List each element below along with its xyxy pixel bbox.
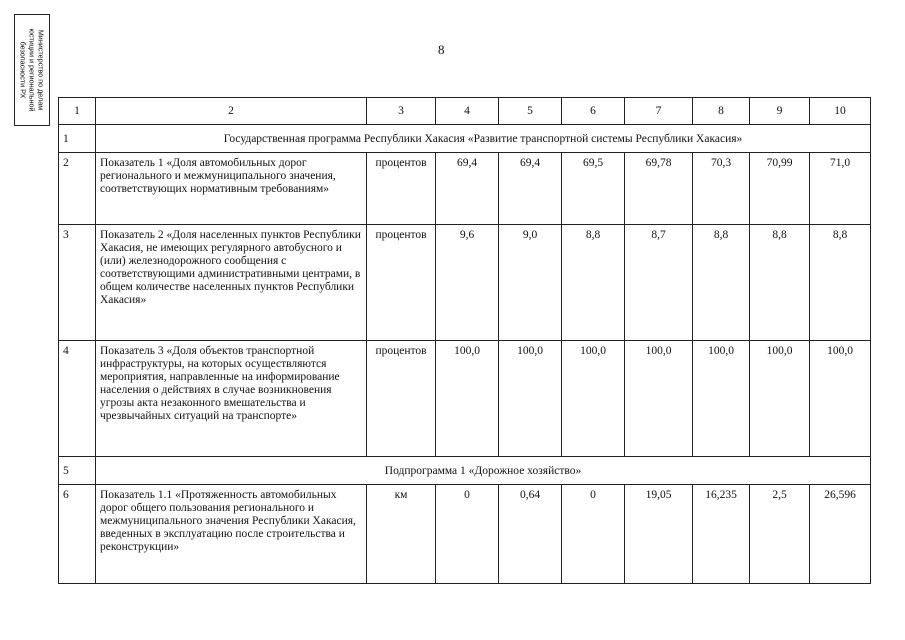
value-cell: 69,78: [625, 153, 693, 225]
table-row: [59, 225, 871, 341]
stamp-text: Министерство по делам юстиции и региональной безопасности РХ: [18, 28, 46, 112]
value-cell: 69,4: [499, 153, 562, 225]
value-cell: 100,0: [562, 341, 625, 457]
value-cell: 100,0: [810, 341, 871, 457]
row-number: 4: [59, 341, 96, 457]
subprogram-title: Подпрограмма 1 «Дорожное хозяйство»: [96, 457, 871, 485]
program-title: Государственная программа Республики Хакасия «Развитие транспортной системы Республики Хакасия»: [96, 125, 871, 153]
unit-cell: процентов: [367, 341, 436, 457]
header-cell: 6: [562, 98, 625, 125]
value-cell: 69,4: [436, 153, 499, 225]
value-cell: 8,8: [562, 225, 625, 341]
value-cell: 16,235: [693, 485, 750, 584]
value-cell: 8,7: [625, 225, 693, 341]
value-cell: 100,0: [436, 341, 499, 457]
table-row: [59, 153, 871, 225]
header-cell: 1: [59, 98, 96, 125]
value-cell: 71,0: [810, 153, 871, 225]
value-cell: 8,8: [750, 225, 810, 341]
row-number: 2: [59, 153, 96, 225]
table-row-section: [59, 125, 871, 153]
value-cell: 100,0: [625, 341, 693, 457]
header-cell: 8: [693, 98, 750, 125]
unit-cell: процентов: [367, 225, 436, 341]
value-cell: 8,8: [810, 225, 871, 341]
registration-stamp: [14, 14, 50, 126]
value-cell: 2,5: [750, 485, 810, 584]
table-row: [59, 485, 871, 584]
value-cell: 9,0: [499, 225, 562, 341]
row-number: 6: [59, 485, 96, 584]
table-row-section: [59, 457, 871, 485]
value-cell: 69,5: [562, 153, 625, 225]
value-cell: 70,3: [693, 153, 750, 225]
row-number: 1: [59, 125, 96, 153]
unit-cell: км: [367, 485, 436, 584]
indicator-text: Показатель 1.1 «Протяженность автомобильных дорог общего пользования регионального и межмуниципального значения Республики Хакасия, введенных в эксплуатацию после строительства и реконструкции»: [96, 485, 367, 584]
row-number: 5: [59, 457, 96, 485]
header-cell: 3: [367, 98, 436, 125]
value-cell: 0: [562, 485, 625, 584]
indicator-text: Показатель 1 «Доля автомобильных дорог регионального и межмуниципального значения, соответствующих нормативным требованиям»: [96, 153, 367, 225]
value-cell: 8,8: [693, 225, 750, 341]
header-cell: 4: [436, 98, 499, 125]
table-row: [59, 341, 871, 457]
row-number: 3: [59, 225, 96, 341]
table-header-row: [59, 98, 871, 125]
value-cell: 0: [436, 485, 499, 584]
header-cell: 9: [750, 98, 810, 125]
header-cell: 5: [499, 98, 562, 125]
value-cell: 100,0: [499, 341, 562, 457]
indicators-table: [58, 97, 871, 584]
value-cell: 26,596: [810, 485, 871, 584]
value-cell: 9,6: [436, 225, 499, 341]
unit-cell: процентов: [367, 153, 436, 225]
header-cell: 2: [96, 98, 367, 125]
value-cell: 100,0: [693, 341, 750, 457]
value-cell: 70,99: [750, 153, 810, 225]
indicator-text: Показатель 3 «Доля объектов транспортной инфраструктуры, на которых осуществляются мероприятия, направленные на информирование населения о действиях в случае возникновения угрозы акта незаконного вмешательства и чрезвычайных ситуаций на транспорте»: [96, 341, 367, 457]
value-cell: 19,05: [625, 485, 693, 584]
indicator-text: Показатель 2 «Доля населенных пунктов Республики Хакасия, не имеющих регулярного автобусного и (или) железнодорожного сообщения с соответствующими административными центрами, в общем количестве населенных пунктов Республики Хакасия»: [96, 225, 367, 341]
value-cell: 100,0: [750, 341, 810, 457]
header-cell: 7: [625, 98, 693, 125]
page-number: 8: [438, 42, 445, 57]
value-cell: 0,64: [499, 485, 562, 584]
header-cell: 10: [810, 98, 871, 125]
